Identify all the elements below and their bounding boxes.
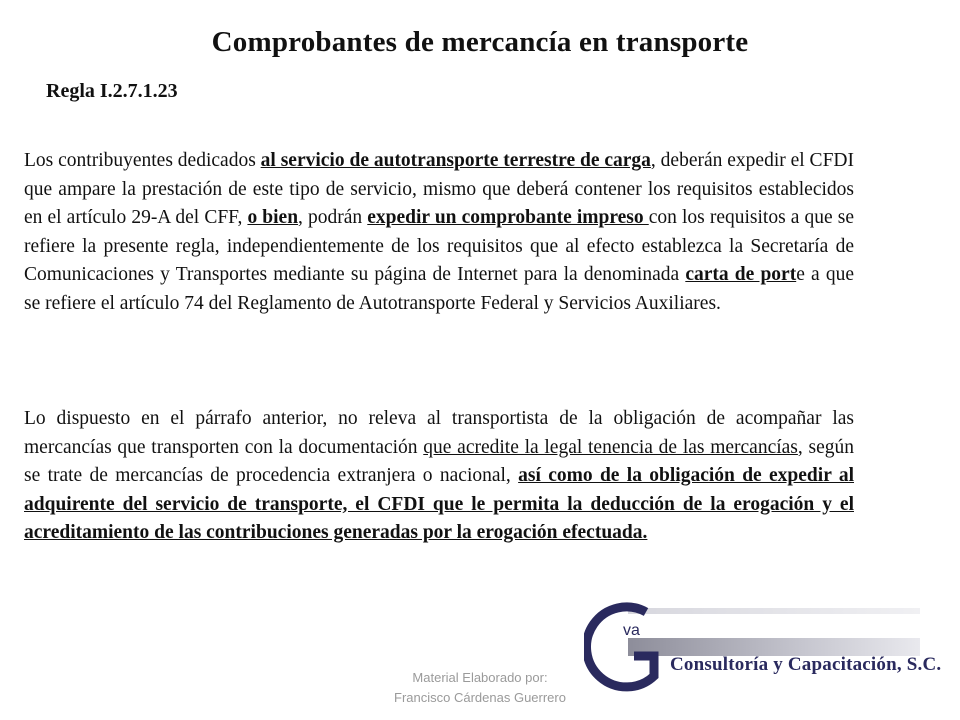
- page-title: Comprobantes de mercancía en transporte: [211, 26, 749, 58]
- p1-highlight-carta-porte: carta de port: [685, 264, 797, 286]
- p1-text-4: con los requisitos a que se refiere la presente regla, independientemente de los requisitos que al efecto establezca la Secretaría de Comunicaciones y Transportes mediante su página de Internet para la denominada: [24, 207, 855, 286]
- paragraph-1: [24, 147, 854, 319]
- p1-highlight-service: al servicio de autotransporte terrestre de carga: [260, 150, 651, 171]
- p2-highlight-obligacion: así como de la obligación de expedir al adquirente del servicio de transporte, el CFDI que le permita la deducción de la erogación y el acreditamiento de las contribuciones generadas por la erogación efectuada.: [24, 465, 854, 544]
- p2-highlight-tenencia: que acredite la legal tenencia de las mercancías: [423, 436, 798, 458]
- logo-letters: va: [623, 622, 640, 639]
- footer-line-1: Material Elaborado por:: [412, 670, 548, 685]
- p1-text-5: e a que se refiere el artículo 74 del Reglamento de Autotransporte Federal y Servicios Auxiliares.: [24, 264, 854, 314]
- p1-text-2: , deberán expedir el CFDI que ampare la prestación de este tipo de servicio, mismo que deberá contener los requisitos establecidos en el artículo 29-A del CFF,: [24, 150, 854, 229]
- p2-text-1: Lo dispuesto en el párrafo anterior, no releva al transportista de la obligación de acompañar las mercancías que transporten con la documentación: [24, 408, 854, 458]
- footer-credit: [370, 668, 590, 708]
- logo-company-name: Consultoría y Capacitación, S.C.: [670, 654, 942, 675]
- rule-heading: Regla I.2.7.1.23: [46, 80, 178, 102]
- paragraph-2: [24, 405, 854, 548]
- company-logo: [584, 600, 942, 700]
- p2-text-2: , según se trate de mercancías de procedencia extranjera o nacional,: [24, 436, 855, 487]
- p1-highlight-o-bien: o bien: [247, 207, 299, 229]
- p1-text-3: , podrán: [298, 207, 368, 229]
- logo-g-mark-icon: [584, 600, 674, 700]
- p1-highlight-comprobante: expedir un comprobante impreso: [367, 207, 649, 229]
- footer-line-2: Francisco Cárdenas Guerrero: [394, 690, 566, 705]
- p1-text-1: Los contribuyentes dedicados: [24, 150, 261, 171]
